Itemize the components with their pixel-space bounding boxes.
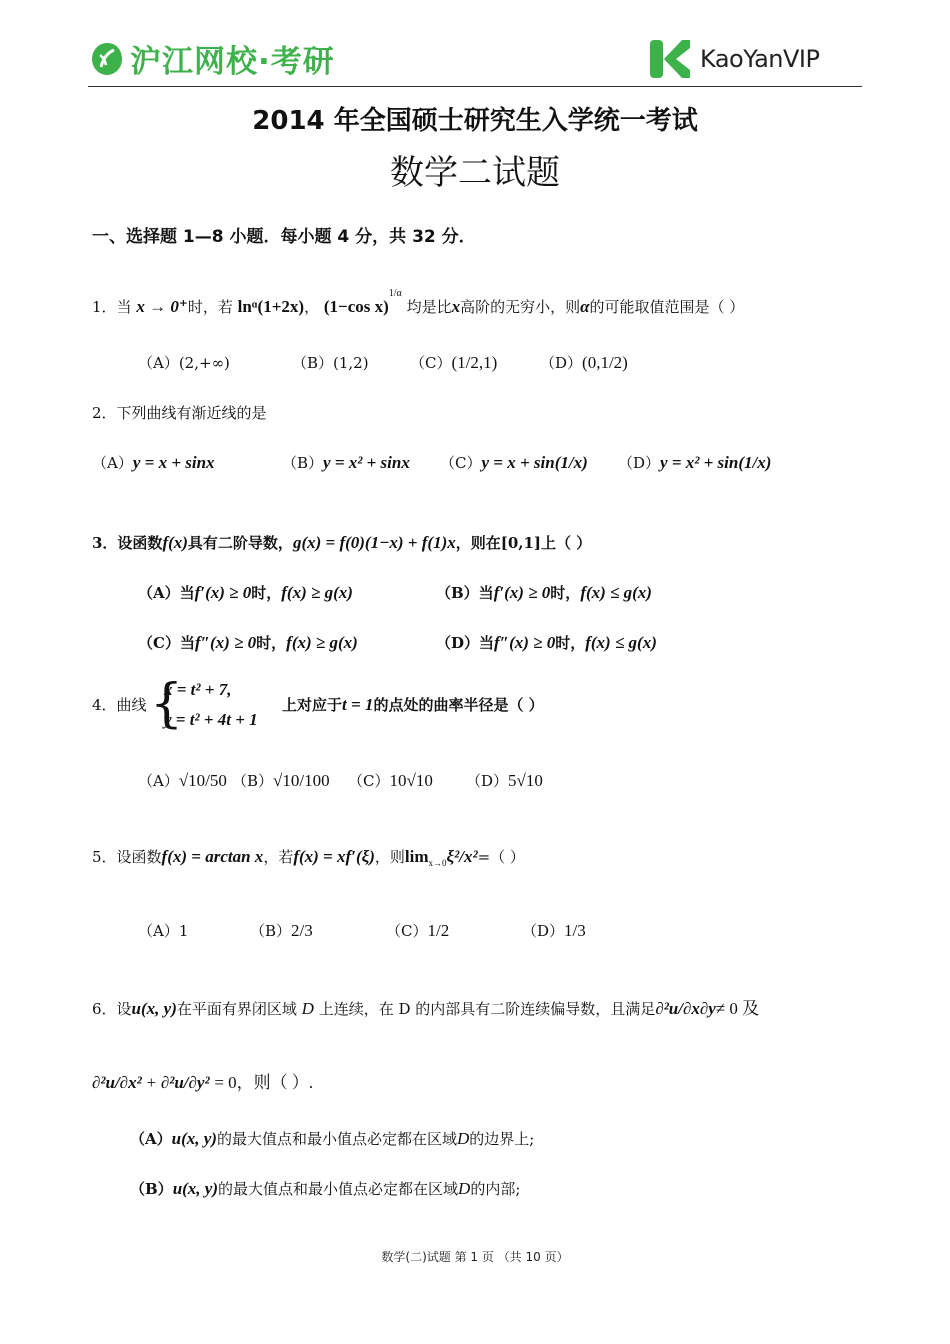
question-6-option-a[interactable]: （A）u(x, y)的最大值点和最小值点必定都在区域D的边界上;	[130, 1129, 535, 1148]
question-1-option-c[interactable]: （C）(1/2,1)	[410, 353, 498, 372]
parametric-eq-1: x = t² + 7,	[164, 680, 232, 699]
question-3-option-c[interactable]: （C）当f″(x) ≥ 0时，f(x) ≥ g(x)	[138, 633, 358, 652]
question-4-stem: 上对应于t = 1的点处的曲率半径是（ ）	[282, 695, 544, 714]
brand-name: 沪江网校·考研	[130, 44, 335, 80]
question-2-option-b[interactable]: （B）y = x² + sinx	[282, 453, 410, 472]
kaoyanvip-logo	[650, 40, 819, 78]
leaf-logo-icon	[90, 41, 124, 77]
question-2-option-c[interactable]: （C）y = x + sin(1/x)	[440, 453, 588, 472]
kaoyanvip-text: KaoYanVIP	[700, 45, 820, 73]
question-5-option-b[interactable]: （B）2/3	[250, 921, 313, 940]
question-5-stem: 5．设函数f(x) = arctan x，若f(x) = xf′(ξ)，则$\lim_{x\to 0}\xi^2/x^2=$（ ）	[92, 847, 525, 868]
question-3-stem: 3．设函数f(x)具有二阶导数，g(x) = f(0)(1−x) + f(1)x，则在[0,1]上（ ）	[92, 533, 592, 552]
header-divider	[88, 86, 862, 87]
question-2-stem: 2．下列曲线有渐近线的是	[92, 404, 267, 422]
question-6-option-b[interactable]: （B）u(x, y)的最大值点和最小值点必定都在区域D的内部;	[130, 1179, 521, 1198]
question-1-stem: 1．当 x → 0⁺时，若 lnᵅ(1+2x)， (1−cos x)$^{1/\alpha}$ 均是比x高阶的无穷小，则α的可能取值范围是（ ）	[92, 288, 745, 316]
brand-logo	[90, 36, 335, 81]
question-5-option-d[interactable]: （D）1/3	[522, 921, 586, 940]
question-4-option-b[interactable]: （B）√10/100	[232, 771, 330, 790]
question-1-option-d[interactable]: （D）(0,1/2)	[540, 353, 628, 372]
question-6-stem-cont: ∂²u/∂x² + ∂²u/∂y² = 0，则（ ）.	[92, 1073, 314, 1092]
question-2-option-d[interactable]: （D）y = x² + sin(1/x)	[618, 453, 772, 472]
question-3-option-d[interactable]: （D）当f″(x) ≥ 0时，f(x) ≤ g(x)	[436, 633, 657, 652]
question-3-option-b[interactable]: （B）当f′(x) ≥ 0时，f(x) ≤ g(x)	[436, 583, 652, 602]
question-4-option-d[interactable]: （D）5√10	[466, 771, 543, 790]
page-footer: 数学(二)试题 第 1 页 （共 10 页）	[381, 1250, 569, 1264]
brace: {	[150, 674, 184, 734]
exam-title: 2014 年全国硕士研究生入学统一考试	[252, 106, 698, 136]
question-4-option-c[interactable]: （C）10√10	[348, 771, 433, 790]
question-1-option-a[interactable]: （A）(2,+∞)	[138, 354, 230, 372]
exam-subtitle: 数学二试题	[390, 153, 560, 193]
question-2-option-a[interactable]: （A）y = x + sinx	[92, 453, 215, 472]
question-4-option-a[interactable]: （A）√10/50	[138, 771, 227, 790]
question-4-label: 4．曲线	[92, 696, 147, 714]
question-3-option-a[interactable]: （A）当f′(x) ≥ 0时，f(x) ≥ g(x)	[138, 583, 353, 602]
question-1-option-b[interactable]: （B）(1,2)	[292, 354, 369, 372]
section-heading: 一、选择题 1—8 小题．每小题 4 分，共 32 分．	[92, 227, 476, 247]
parametric-eq-2: y = t² + 4t + 1	[164, 710, 258, 729]
question-5-option-c[interactable]: （C）1/2	[386, 921, 450, 940]
question-6-stem: 6．设u(x, y)在平面有界闭区域 D 上连续，在 D 的内部具有二阶连续偏导数，且满足∂²u/∂x∂y≠ 0 及	[92, 999, 760, 1018]
k-logo-icon	[650, 40, 690, 78]
question-5-option-a[interactable]: （A）1	[138, 922, 189, 940]
